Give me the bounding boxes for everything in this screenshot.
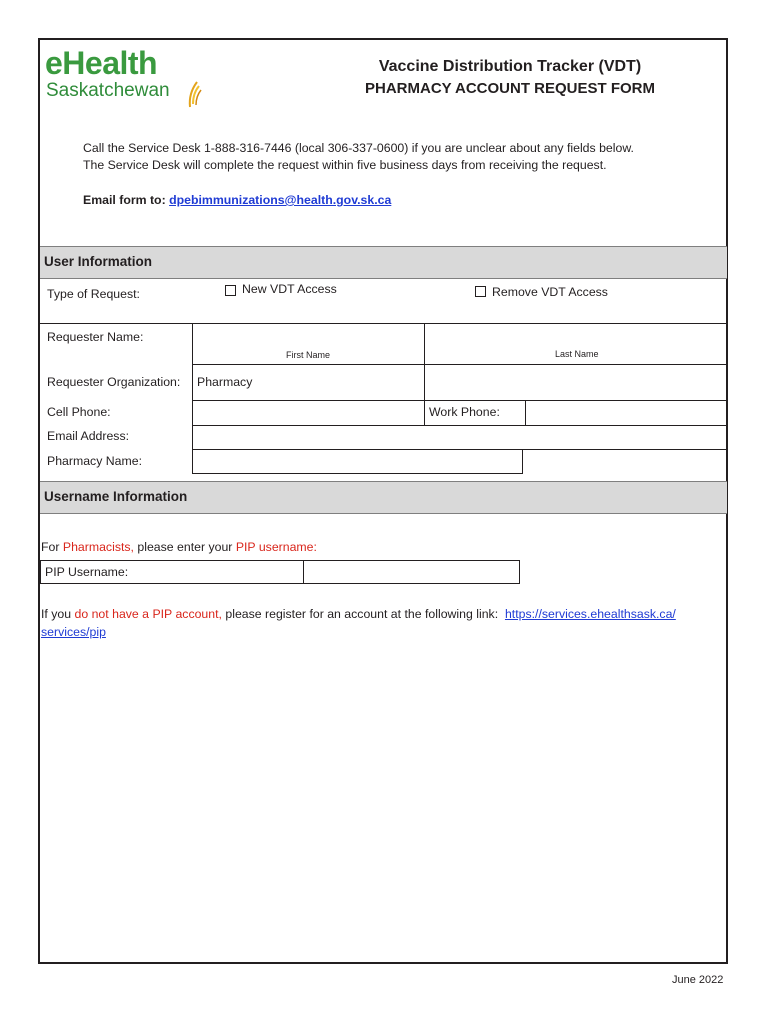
pip-register-link-continued[interactable]: services/pip: [41, 625, 106, 639]
email-label: Email form to:: [83, 193, 166, 207]
pip-username-label: PIP Username:: [45, 565, 129, 579]
form-subtitle: PHARMACY ACCOUNT REQUEST FORM: [364, 80, 655, 97]
username-info-section-title: Username Information: [44, 489, 188, 504]
register-prefix: If you: [41, 607, 75, 621]
remove-vdt-access-checkbox[interactable]: [475, 286, 486, 297]
intro-line-1: Call the Service Desk 1-888-316-7446 (local 306-337-0600) if you are unclear about any fields below.: [83, 141, 634, 155]
row-divider: [192, 364, 728, 365]
footer-date: June 2022: [672, 974, 724, 986]
email-link[interactable]: dpebimmunizations@health.gov.sk.ca: [169, 193, 392, 207]
requester-name-label: Requester Name:: [47, 330, 144, 344]
pip-username-highlight: PIP username:: [235, 540, 317, 554]
organization-label: Requester Organization:: [47, 375, 181, 389]
user-info-section-title: User Information: [44, 254, 153, 269]
pharmacy-name-label: Pharmacy Name:: [47, 454, 142, 468]
intro-line-2: The Service Desk will complete the request within five business days from receiving the request.: [83, 158, 607, 172]
new-vdt-access-label: New VDT Access: [242, 282, 337, 296]
no-pip-account-highlight: do not have a PIP account,: [74, 607, 222, 621]
pip-register-link[interactable]: https://services.ehealthsask.ca/: [504, 607, 676, 621]
wheat-feather-icon: [185, 80, 203, 110]
pharmacists-prefix: For: [41, 540, 63, 554]
work-phone-input[interactable]: [527, 401, 727, 424]
first-name-input[interactable]: [193, 324, 423, 350]
logo-ehealth: eHealth: [45, 45, 158, 81]
row-divider: [192, 473, 522, 474]
new-vdt-access-checkbox[interactable]: [225, 285, 236, 296]
work-phone-label: Work Phone:: [429, 405, 500, 419]
remove-vdt-access-label: Remove VDT Access: [492, 285, 608, 299]
register-mid: please register for an account at the following link:: [221, 607, 499, 621]
form-title: Vaccine Distribution Tracker (VDT): [378, 58, 642, 75]
first-name-caption: First Name: [286, 350, 331, 360]
cell-phone-label: Cell Phone:: [47, 405, 111, 419]
column-divider: [525, 401, 526, 425]
logo-saskatchewan: Saskatchewan: [46, 80, 170, 101]
cell-phone-input[interactable]: [193, 401, 423, 424]
email-address-label: Email Address:: [47, 429, 130, 443]
column-divider: [522, 449, 523, 474]
last-name-caption: Last Name: [555, 349, 599, 359]
last-name-input[interactable]: [425, 324, 727, 350]
pharmacists-instruction: [41, 540, 317, 554]
email-instruction: [83, 193, 391, 207]
pharmacists-highlight: Pharmacists,: [62, 540, 134, 554]
email-address-input[interactable]: [193, 426, 727, 448]
pharmacists-mid: please enter your: [133, 540, 236, 554]
type-of-request-label: Type of Request:: [47, 287, 140, 301]
pharmacy-name-input[interactable]: [193, 450, 521, 472]
pip-username-input[interactable]: [304, 561, 519, 583]
organization-input[interactable]: Pharmacy: [197, 375, 253, 389]
register-instruction: [41, 607, 676, 621]
